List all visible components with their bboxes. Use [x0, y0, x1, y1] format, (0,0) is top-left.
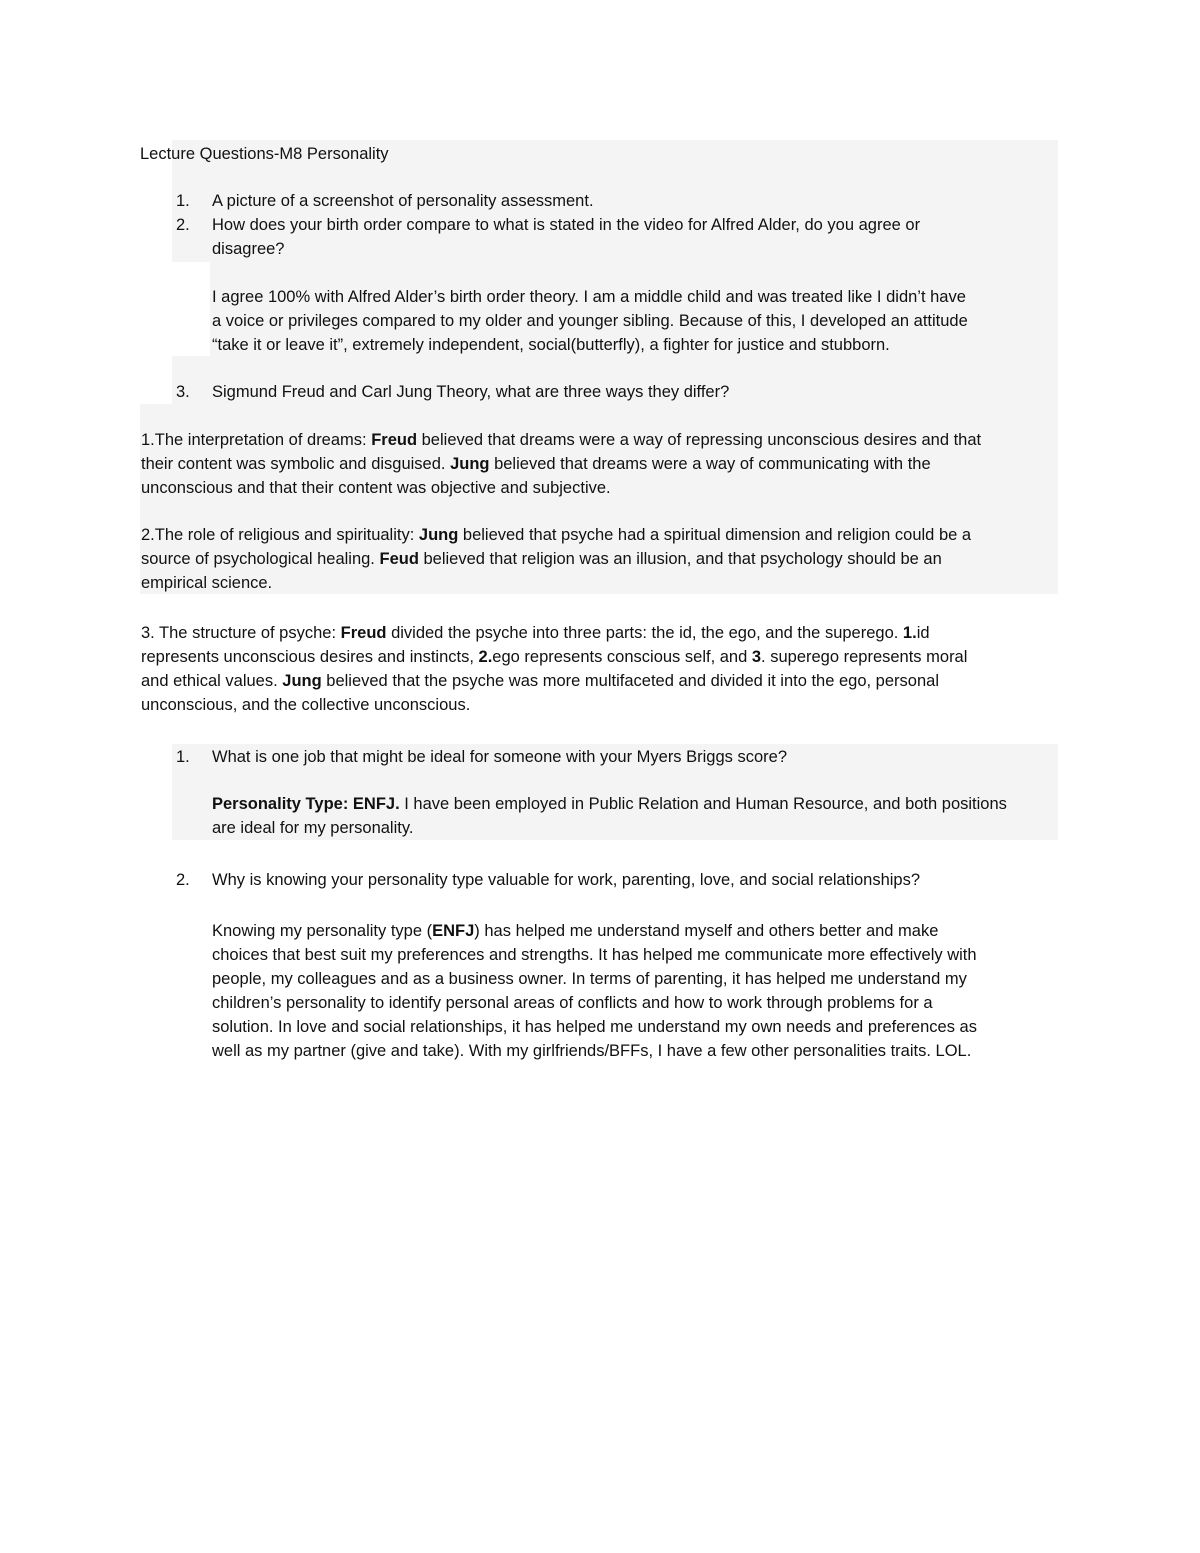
- bold-term: Freud: [371, 431, 418, 449]
- bold-term: 2.: [478, 648, 493, 666]
- answer-text: a voice or privileges compared to my older and younger sibling. Because of this, I developed an attitude: [212, 312, 968, 330]
- text-span: believed that religion was an illusion, and that psychology should be an: [418, 550, 942, 568]
- difference-paragraph-line: unconscious, and the collective unconscious.: [141, 696, 471, 714]
- list-number: 1.: [176, 192, 190, 210]
- difference-paragraph-line: unconscious and that their content was objective and subjective.: [141, 479, 611, 497]
- list-number: 2.: [176, 216, 190, 234]
- bold-term: Jung: [418, 526, 459, 544]
- answer-text: solution. In love and social relationships, it has helped me understand my own needs and preferences as: [212, 1018, 977, 1036]
- difference-paragraph-line: [141, 621, 930, 645]
- difference-paragraph-line: [141, 523, 971, 547]
- difference-paragraph-line: [141, 547, 942, 571]
- list-number: 3.: [176, 383, 190, 401]
- bold-term: Jung: [282, 672, 322, 690]
- page-title: Lecture Questions-M8 Personality: [140, 145, 389, 163]
- text-span: . superego represents moral: [761, 648, 968, 666]
- list-number: 2.: [176, 871, 190, 889]
- text-span: id: [916, 624, 930, 642]
- question-text: Why is knowing your personality type valuable for work, parenting, love, and social relationships?: [212, 871, 921, 889]
- text-span: believed that psyche had a spiritual dimension and religion could be a: [458, 526, 972, 544]
- difference-paragraph-line: [141, 452, 931, 476]
- question-text: How does your birth order compare to what is stated in the video for Alfred Alder, do you agree or: [212, 216, 921, 234]
- difference-paragraph-line: [141, 645, 967, 669]
- question-text: Sigmund Freud and Carl Jung Theory, what are three ways they differ?: [212, 383, 730, 401]
- bold-term: Personality Type: ENFJ.: [212, 795, 400, 813]
- text-span: and ethical values.: [141, 672, 283, 690]
- text-span: 2.The role of religious and spirituality:: [141, 526, 419, 544]
- answer-text: people, my colleagues and as a business owner. In terms of parenting, it has helped me understand my: [212, 970, 967, 988]
- text-span: Knowing my personality type (: [212, 922, 433, 940]
- text-span: believed that the psyche was more multifaceted and divided it into the ego, personal: [321, 672, 939, 690]
- text-span: their content was symbolic and disguised.: [141, 455, 451, 473]
- answer-text: I agree 100% with Alfred Alder’s birth order theory. I am a middle child and was treated like I didn’t have: [212, 288, 966, 306]
- question-text: What is one job that might be ideal for someone with your Myers Briggs score?: [212, 748, 788, 766]
- bold-term: 3: [751, 648, 762, 666]
- answer-text: “take it or leave it”, extremely independent, social(butterfly), a fighter for justice and stubborn.: [212, 336, 890, 354]
- list-number: 1.: [176, 748, 190, 766]
- text-span: represents unconscious desires and instincts,: [141, 648, 479, 666]
- text-span: 1.The interpretation of dreams:: [141, 431, 372, 449]
- text-span: believed that dreams were a way of repressing unconscious desires and that: [417, 431, 982, 449]
- answer-text: [212, 792, 1007, 816]
- text-span: believed that dreams were a way of communicating with the: [489, 455, 931, 473]
- answer-text: choices that best suit my preferences and strengths. It has helped me communicate more effectively with: [212, 946, 977, 964]
- text-span: ) has helped me understand myself and others better and make: [474, 922, 939, 940]
- bold-term: Freud: [340, 624, 387, 642]
- text-span: I have been employed in Public Relation and Human Resource, and both positions: [399, 795, 1007, 813]
- text-span: source of psychological healing.: [141, 550, 380, 568]
- bold-term: Feud: [379, 550, 419, 568]
- question-text: A picture of a screenshot of personality assessment.: [212, 192, 594, 210]
- answer-text: well as my partner (give and take). With my girlfriends/BFFs, I have a few other personalities traits. LOL.: [212, 1042, 972, 1060]
- text-span: ego represents conscious self, and: [492, 648, 752, 666]
- difference-paragraph-line: [141, 669, 939, 693]
- question-text: disagree?: [212, 240, 285, 258]
- bold-term: Jung: [450, 455, 490, 473]
- text-span: 3. The structure of psyche:: [141, 624, 341, 642]
- text-span: divided the psyche into three parts: the id, the ego, and the superego.: [386, 624, 903, 642]
- answer-text: are ideal for my personality.: [212, 819, 414, 837]
- answer-text: children’s personality to identify personal areas of conflicts and how to work through problems for a: [212, 994, 933, 1012]
- answer-text: [212, 919, 938, 943]
- bold-term: ENFJ: [432, 922, 475, 940]
- bold-term: 1.: [902, 624, 917, 642]
- difference-paragraph-line: [141, 428, 981, 452]
- difference-paragraph-line: empirical science.: [141, 574, 273, 592]
